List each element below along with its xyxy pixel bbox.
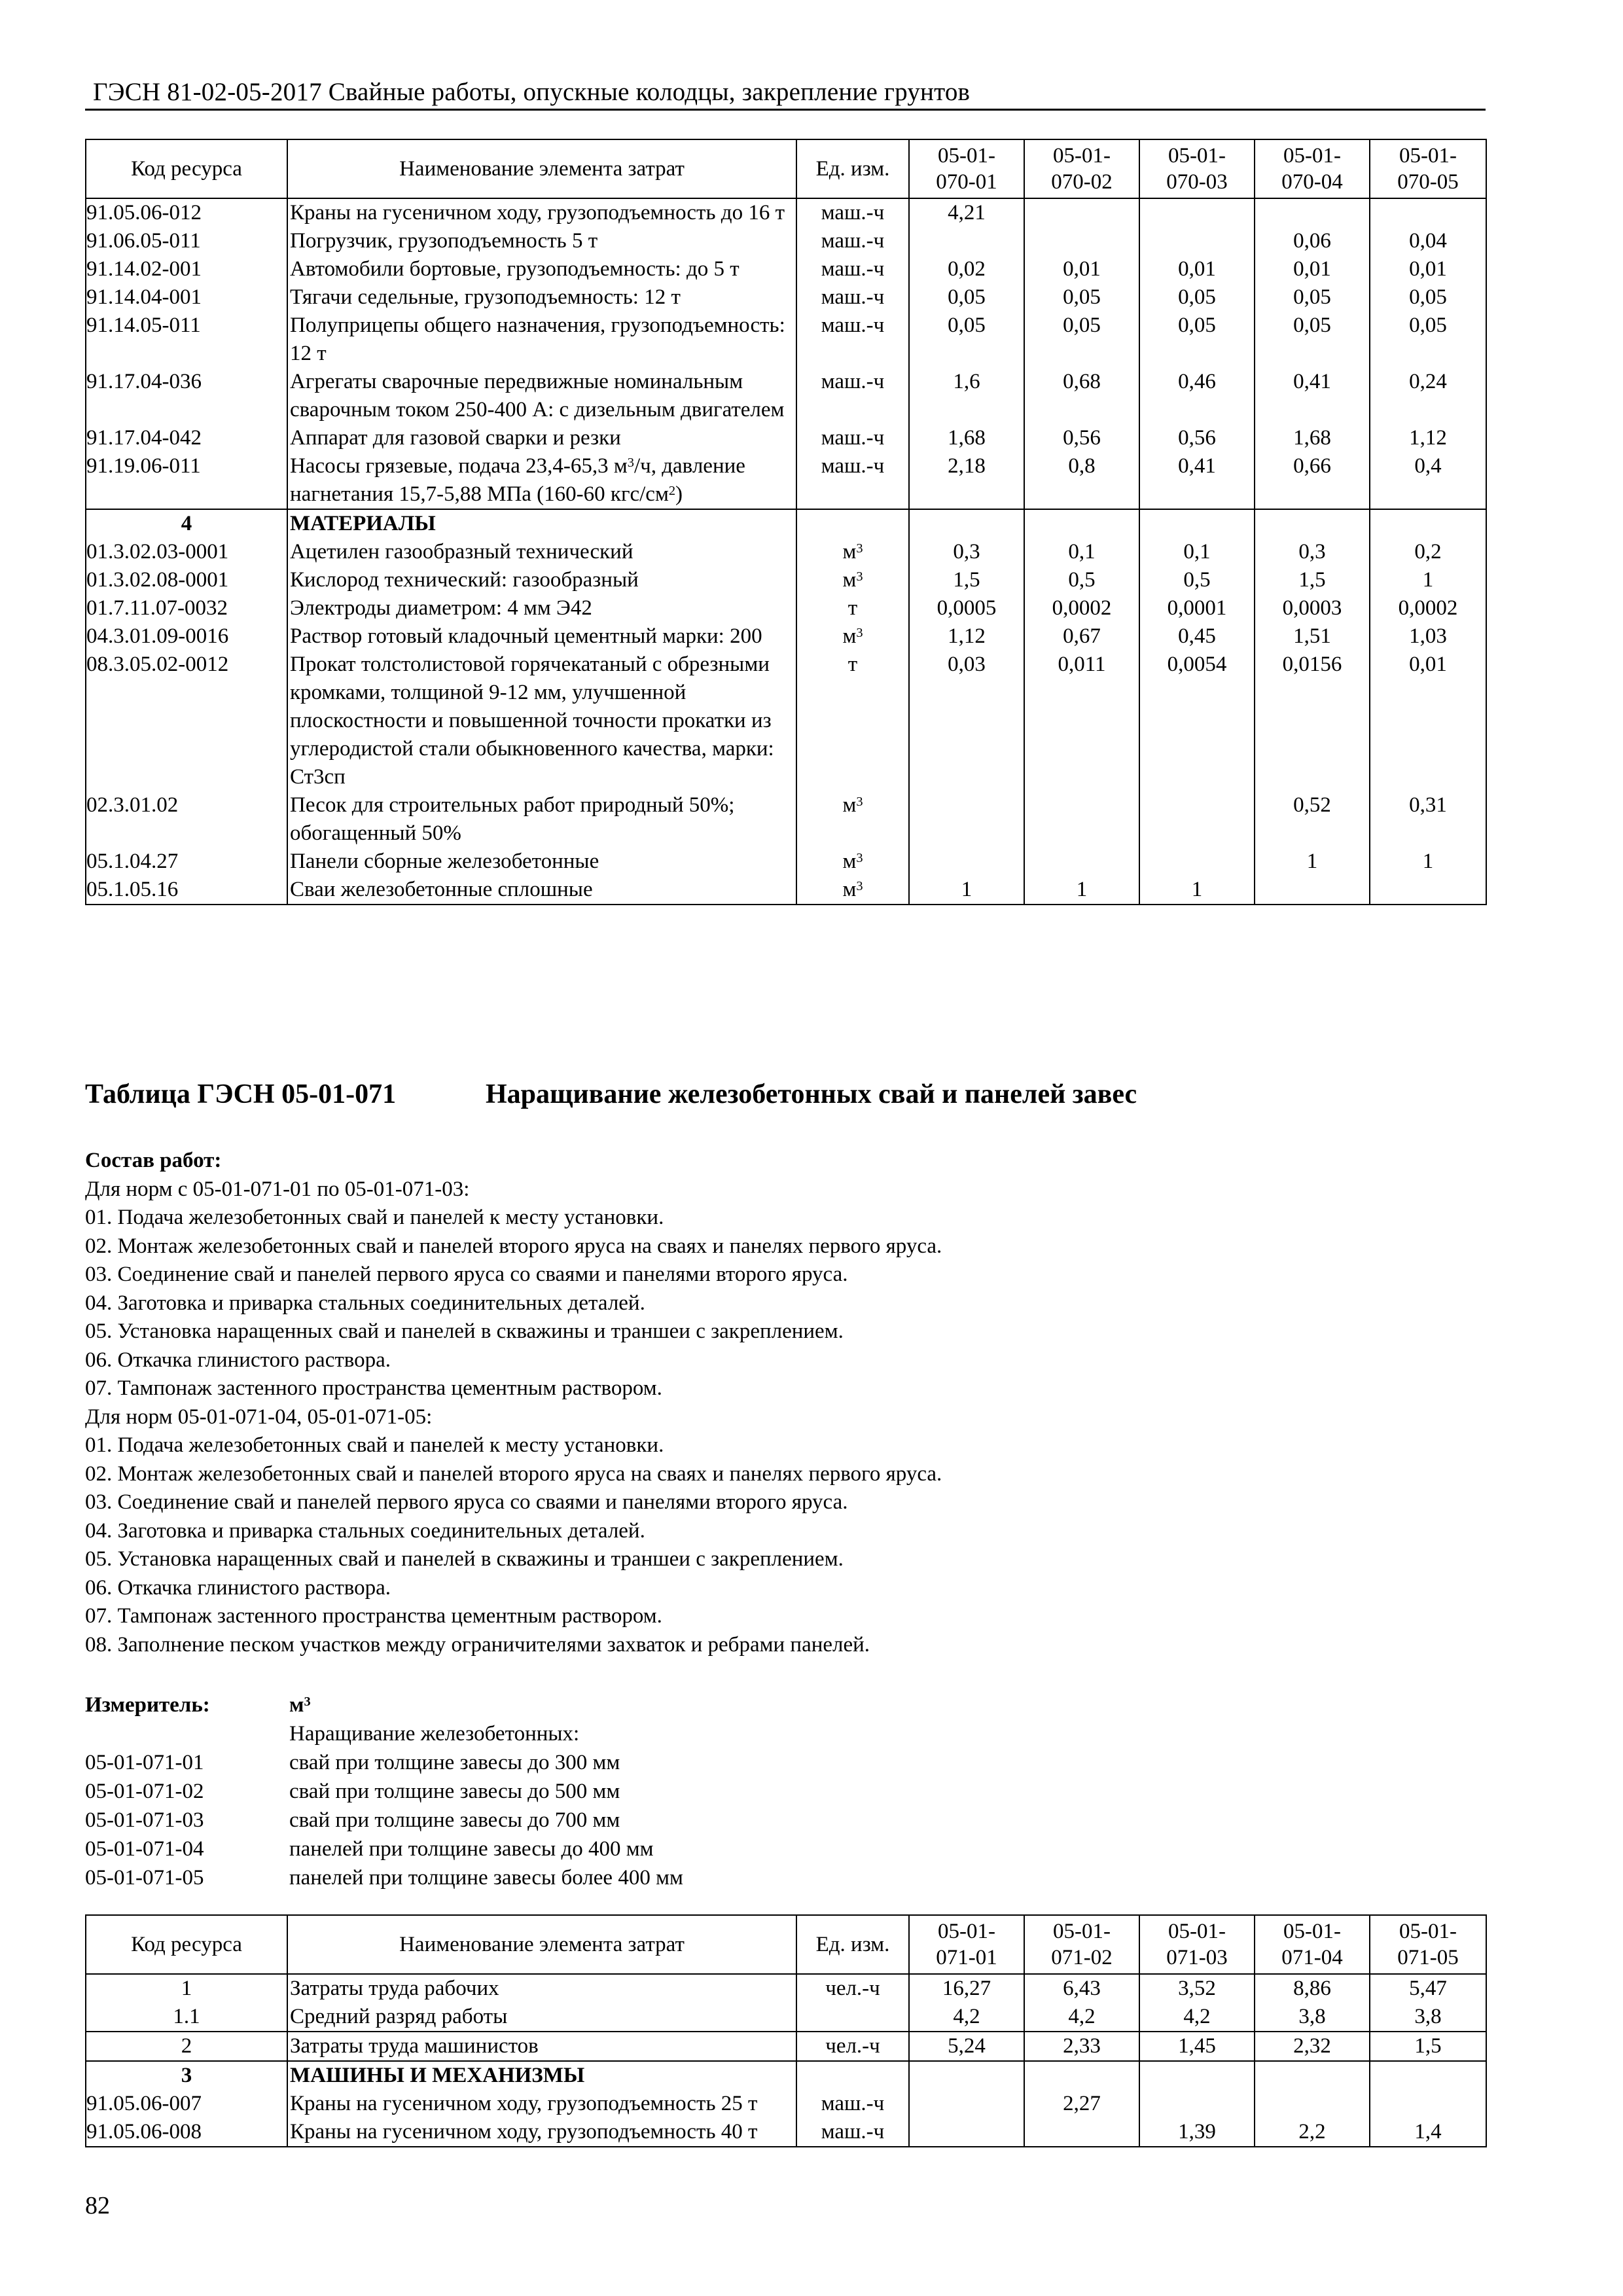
unit-cell: маш.-ч	[796, 198, 909, 227]
unit-cell: $м^3$	[796, 791, 909, 848]
work-step: 01. Подача железобетонных свай и панелей к месту установки.	[85, 1433, 664, 1457]
resource-name: Ацетилен газообразный технический	[287, 538, 796, 566]
value-cell	[1255, 509, 1370, 538]
work-step: 05. Установка наращенных свай и панелей в скважины и траншеи с закреплением.	[85, 1547, 844, 1571]
unit-cell: маш.-ч	[796, 255, 909, 283]
value-cell: 0,45	[1139, 622, 1255, 651]
column-header: 05-01- 070-01	[909, 139, 1024, 198]
value-cell: 0,66	[1255, 452, 1370, 509]
value-cell: 3,8	[1370, 2003, 1486, 2032]
value-cell: 1,45	[1139, 2032, 1255, 2061]
work-step: 04. Заготовка и приварка стальных соединительных деталей.	[85, 1291, 645, 1315]
value-cell: 2,18	[909, 452, 1024, 509]
value-cell: 0,011	[1024, 651, 1139, 791]
value-cell	[909, 2061, 1024, 2090]
resource-name: Раствор готовый кладочный цементный марки: 200	[287, 622, 796, 651]
value-cell	[1255, 198, 1370, 227]
value-cell: 0,05	[1024, 312, 1139, 368]
resource-code: 2	[86, 2032, 287, 2061]
work-group-2	[85, 1431, 942, 1659]
unit-cell: маш.-ч	[796, 312, 909, 368]
value-cell	[1370, 509, 1486, 538]
table-row	[86, 651, 1486, 791]
unit-cell: $м^3$	[796, 538, 909, 566]
value-cell: 0,3	[909, 538, 1024, 566]
resource-name: Средний разряд работы	[287, 2003, 796, 2032]
value-cell: 1	[909, 876, 1024, 905]
resource-code: 91.05.06-008	[86, 2118, 287, 2147]
value-cell: 4,2	[1139, 2003, 1255, 2032]
work-step: 04. Заготовка и приварка стальных соединительных деталей.	[85, 1518, 645, 1543]
table-row	[86, 791, 1486, 848]
value-cell: 2,32	[1255, 2032, 1370, 2061]
column-header: Ед. изм.	[796, 1915, 909, 1974]
column-header: Код ресурса	[86, 139, 287, 198]
table-row	[86, 622, 1486, 651]
value-cell: 0,05	[909, 283, 1024, 312]
work-step: 07. Тампонаж застенного пространства цементным раствором.	[85, 1376, 662, 1400]
value-cell	[909, 509, 1024, 538]
value-cell	[1370, 2090, 1486, 2118]
measure-block	[85, 1691, 683, 1892]
work-step: 07. Тампонаж застенного пространства цементным раствором.	[85, 1604, 662, 1628]
column-header: Код ресурса	[86, 1915, 287, 1974]
table-row	[86, 1974, 1486, 2003]
value-cell: 0,0002	[1370, 594, 1486, 622]
value-cell: 4,21	[909, 198, 1024, 227]
column-header: Наименование элемента затрат	[287, 139, 796, 198]
value-cell: 0,24	[1370, 368, 1486, 424]
norm-description: панелей при толщине завесы до 400 мм	[289, 1837, 654, 1861]
table-row	[86, 424, 1486, 452]
value-cell: 5,24	[909, 2032, 1024, 2061]
unit-cell: маш.-ч	[796, 424, 909, 452]
resource-code: 91.05.06-012	[86, 198, 287, 227]
value-cell: 6,43	[1024, 1974, 1139, 2003]
norm-description: свай при толщине завесы до 500 мм	[289, 1780, 620, 1803]
value-cell: 1,68	[1255, 424, 1370, 452]
resource-code: 01.3.02.08-0001	[86, 566, 287, 594]
work-step: 02. Монтаж железобетонных свай и панелей второго яруса на сваях и панелях первого яруса.	[85, 1234, 942, 1258]
running-header: ГЭСН 81-02-05-2017 Свайные работы, опускные колодцы, закрепление грунтов	[93, 78, 971, 106]
measure-items	[85, 1748, 683, 1892]
value-cell	[1370, 198, 1486, 227]
table-row	[86, 227, 1486, 255]
value-cell: 0,5	[1139, 566, 1255, 594]
header-rule	[85, 109, 1486, 111]
value-cell: 0,0156	[1255, 651, 1370, 791]
value-cell	[1024, 2118, 1139, 2147]
unit-cell	[796, 2061, 909, 2090]
value-cell	[1024, 509, 1139, 538]
value-cell: 1,68	[909, 424, 1024, 452]
measure-intro: Наращивание железобетонных:	[289, 1722, 580, 1746]
value-cell: 0,04	[1370, 227, 1486, 255]
column-header: 05-01- 071-03	[1139, 1915, 1255, 1974]
column-header: 05-01- 071-01	[909, 1915, 1024, 1974]
value-cell: 2,27	[1024, 2090, 1139, 2118]
value-cell	[1024, 2061, 1139, 2090]
unit-cell: маш.-ч	[796, 283, 909, 312]
value-cell	[1139, 2061, 1255, 2090]
column-header: 05-01- 071-04	[1255, 1915, 1370, 1974]
unit-cell: маш.-ч	[796, 2118, 909, 2147]
resource-code: 02.3.01.02	[86, 791, 287, 848]
value-cell: 1,5	[909, 566, 1024, 594]
value-cell: 0,03	[909, 651, 1024, 791]
value-cell: 0,01	[1370, 255, 1486, 283]
unit-cell	[796, 509, 909, 538]
table-row	[86, 198, 1486, 227]
norm-code: 05-01-071-04	[85, 1837, 204, 1861]
value-cell: 0,56	[1024, 424, 1139, 452]
table-title-name: Наращивание железобетонных свай и панелей завес	[486, 1079, 1137, 1109]
value-cell: 0,0002	[1024, 594, 1139, 622]
value-cell: 0,05	[1139, 312, 1255, 368]
table-row	[86, 509, 1486, 538]
resource-code: 05.1.04.27	[86, 848, 287, 876]
unit-cell: $м^3$	[796, 566, 909, 594]
norm-code: 05-01-071-05	[85, 1866, 204, 1890]
unit-cell	[796, 2003, 909, 2032]
resource-name: МАШИНЫ И МЕХАНИЗМЫ	[287, 2061, 796, 2090]
unit-cell: маш.-ч	[796, 452, 909, 509]
unit-cell: маш.-ч	[796, 368, 909, 424]
value-cell: 0,0003	[1255, 594, 1370, 622]
value-cell	[1255, 2090, 1370, 2118]
resource-name: Автомобили бортовые, грузоподъемность: до 5 т	[287, 255, 796, 283]
work-step: 08. Заполнение песком участков между ограничителями захваток и ребрами панелей.	[85, 1632, 870, 1657]
resource-code: 91.05.06-007	[86, 2090, 287, 2118]
value-cell: 0,0054	[1139, 651, 1255, 791]
value-cell: 5,47	[1370, 1974, 1486, 2003]
unit-cell: $м^3$	[796, 876, 909, 905]
resource-code: 1.1	[86, 2003, 287, 2032]
value-cell: 0,01	[1139, 255, 1255, 283]
value-cell: 1	[1024, 876, 1139, 905]
resource-name: Тягачи седельные, грузоподъемность: 12 т	[287, 283, 796, 312]
work-step: 05. Установка наращенных свай и панелей в скважины и траншеи с закреплением.	[85, 1319, 844, 1343]
unit-cell: $м^3$	[796, 848, 909, 876]
resource-table-071	[85, 1914, 1487, 2147]
value-cell: 0,31	[1370, 791, 1486, 848]
unit-cell: маш.-ч	[796, 227, 909, 255]
resource-code: 08.3.05.02-0012	[86, 651, 287, 791]
norm-code: 05-01-071-01	[85, 1751, 204, 1774]
value-cell: 4,2	[909, 2003, 1024, 2032]
work-group-1	[85, 1204, 942, 1403]
work-step: 06. Откачка глинистого раствора.	[85, 1575, 391, 1600]
work-composition	[85, 1147, 942, 1659]
resource-code: 91.17.04-036	[86, 368, 287, 424]
value-cell: 1,12	[1370, 424, 1486, 452]
work-step: 02. Монтаж железобетонных свай и панелей второго яруса на сваях и панелях первого яруса.	[85, 1462, 942, 1486]
value-cell: 0,01	[1370, 651, 1486, 791]
value-cell: 0,05	[1255, 283, 1370, 312]
value-cell	[1139, 791, 1255, 848]
resource-code: 91.17.04-042	[86, 424, 287, 452]
value-cell: 2,2	[1255, 2118, 1370, 2147]
value-cell: 3,52	[1139, 1974, 1255, 2003]
value-cell: 4,2	[1024, 2003, 1139, 2032]
resource-name: Затраты труда рабочих	[287, 1974, 796, 2003]
resource-name: Сваи железобетонные сплошные	[287, 876, 796, 905]
work-composition-label: Состав работ:	[85, 1149, 222, 1172]
work-group-2-title: Для норм 05-01-071-04, 05-01-071-05:	[85, 1405, 433, 1429]
work-step: 03. Соединение свай и панелей первого яруса со сваями и панелями второго яруса.	[85, 1263, 848, 1286]
value-cell	[1139, 509, 1255, 538]
unit-cell: маш.-ч	[796, 2090, 909, 2118]
value-cell: 0,05	[1370, 312, 1486, 368]
table-row	[86, 2090, 1486, 2118]
value-cell: 0,5	[1024, 566, 1139, 594]
resource-name: МАТЕРИАЛЫ	[287, 509, 796, 538]
value-cell	[1139, 2090, 1255, 2118]
value-cell: 3,8	[1255, 2003, 1370, 2032]
value-cell: 1,4	[1370, 2118, 1486, 2147]
unit-cell: чел.-ч	[796, 2032, 909, 2061]
table-title	[85, 1079, 1137, 1110]
resource-name: Краны на гусеничном ходу, грузоподъемность до 16 т	[287, 198, 796, 227]
measure-label: Измеритель:	[85, 1693, 210, 1717]
measure-item	[85, 1748, 683, 1777]
value-cell	[1370, 876, 1486, 905]
work-step: 06. Откачка глинистого раствора.	[85, 1348, 391, 1372]
value-cell: 1,6	[909, 368, 1024, 424]
table-row	[86, 594, 1486, 622]
column-header: 05-01- 071-05	[1370, 1915, 1486, 1974]
table-row	[86, 2003, 1486, 2032]
resource-name: Прокат толстолистовой горячекатаный с обрезными кромками, толщиной 9-12 мм, улучшенной плоскостности и повышенной точности прокатки из углеродистой стали обыкновенного качества, марки: Ст3сп	[287, 651, 796, 791]
table-row	[86, 848, 1486, 876]
resource-code: 01.7.11.07-0032	[86, 594, 287, 622]
measure-item	[85, 1777, 683, 1806]
resource-code: 1	[86, 1974, 287, 2003]
value-cell	[909, 848, 1024, 876]
table-row	[86, 283, 1486, 312]
value-cell	[909, 2090, 1024, 2118]
norm-description: свай при толщине завесы до 700 мм	[289, 1808, 620, 1832]
column-header: 05-01- 070-02	[1024, 139, 1139, 198]
value-cell: 1	[1370, 566, 1486, 594]
table-row	[86, 2118, 1486, 2147]
resource-name: Агрегаты сварочные передвижные номинальным сварочным током 250-400 А: с дизельным двигателем	[287, 368, 796, 424]
value-cell: 0,0005	[909, 594, 1024, 622]
resource-name: Полуприцепы общего назначения, грузоподъемность: 12 т	[287, 312, 796, 368]
value-cell: 1,5	[1255, 566, 1370, 594]
page-number: 82	[85, 2192, 110, 2219]
value-cell: 0,05	[1370, 283, 1486, 312]
unit-cell: чел.-ч	[796, 1974, 909, 2003]
value-cell: 0,1	[1139, 538, 1255, 566]
table-row	[86, 538, 1486, 566]
value-cell	[909, 227, 1024, 255]
value-cell: 0,01	[1255, 255, 1370, 283]
table-row	[86, 368, 1486, 424]
value-cell: 0,0001	[1139, 594, 1255, 622]
value-cell: 0,8	[1024, 452, 1139, 509]
value-cell: 1,5	[1370, 2032, 1486, 2061]
resource-name: Затраты труда машинистов	[287, 2032, 796, 2061]
resource-code: 3	[86, 2061, 287, 2090]
value-cell	[1370, 2061, 1486, 2090]
norm-code: 05-01-071-02	[85, 1780, 204, 1803]
value-cell	[1255, 2061, 1370, 2090]
resource-code: 91.06.05-011	[86, 227, 287, 255]
resource-code: 01.3.02.03-0001	[86, 538, 287, 566]
column-header: 05-01- 070-04	[1255, 139, 1370, 198]
table-row	[86, 452, 1486, 509]
table-row	[86, 2061, 1486, 2090]
value-cell: 8,86	[1255, 1974, 1370, 2003]
value-cell: 2,33	[1024, 2032, 1139, 2061]
value-cell: 0,67	[1024, 622, 1139, 651]
table-row	[86, 876, 1486, 905]
unit-cell: $м^3$	[796, 622, 909, 651]
value-cell: 0,56	[1139, 424, 1255, 452]
resource-code: 91.19.06-011	[86, 452, 287, 509]
value-cell: 0,01	[1024, 255, 1139, 283]
value-cell	[1024, 227, 1139, 255]
value-cell	[909, 791, 1024, 848]
resource-code: 4	[86, 509, 287, 538]
resource-code: 91.14.02-001	[86, 255, 287, 283]
value-cell	[909, 2118, 1024, 2147]
value-cell	[1255, 876, 1370, 905]
column-header: 05-01- 071-02	[1024, 1915, 1139, 1974]
resource-name: Насосы грязевые, подача 23,4-65,3 $м^3/ч$, давление нагнетания 15,7-5,88 МПа (160-60 кгс/$см^2$)	[287, 452, 796, 509]
norm-description: свай при толщине завесы до 300 мм	[289, 1751, 620, 1774]
table-row	[86, 566, 1486, 594]
value-cell: 0,41	[1255, 368, 1370, 424]
value-cell: 0,02	[909, 255, 1024, 283]
resource-name: Кислород технический: газообразный	[287, 566, 796, 594]
measure-item	[85, 1863, 683, 1892]
column-header: 05-01- 070-05	[1370, 139, 1486, 198]
column-header: Ед. изм.	[796, 139, 909, 198]
value-cell	[1139, 227, 1255, 255]
resource-name: Погрузчик, грузоподъемность 5 т	[287, 227, 796, 255]
column-header: 05-01- 070-03	[1139, 139, 1255, 198]
value-cell: 1	[1255, 848, 1370, 876]
value-cell: 1	[1139, 876, 1255, 905]
value-cell	[1024, 198, 1139, 227]
value-cell: 0,05	[1255, 312, 1370, 368]
value-cell: 0,68	[1024, 368, 1139, 424]
value-cell: 0,46	[1139, 368, 1255, 424]
resource-name: Краны на гусеничном ходу, грузоподъемность 40 т	[287, 2118, 796, 2147]
value-cell: 0,3	[1255, 538, 1370, 566]
table-row	[86, 2032, 1486, 2061]
measure-unit: $м^3$	[289, 1693, 311, 1717]
norm-code: 05-01-071-03	[85, 1808, 204, 1832]
value-cell: 1,51	[1255, 622, 1370, 651]
work-step: 01. Подача железобетонных свай и панелей к месту установки.	[85, 1206, 664, 1229]
measure-item	[85, 1806, 683, 1835]
work-group-1-title: Для норм с 05-01-071-01 по 05-01-071-03:	[85, 1177, 470, 1201]
value-cell: 0,1	[1024, 538, 1139, 566]
value-cell: 1,39	[1139, 2118, 1255, 2147]
resource-table-070	[85, 139, 1487, 905]
unit-cell: т	[796, 651, 909, 791]
measure-item	[85, 1835, 683, 1863]
table-title-code: Таблица ГЭСН 05-01-071	[85, 1079, 397, 1109]
value-cell	[1024, 791, 1139, 848]
value-cell: 0,05	[1139, 283, 1255, 312]
value-cell: 0,06	[1255, 227, 1370, 255]
column-header: Наименование элемента затрат	[287, 1915, 796, 1974]
value-cell: 1	[1370, 848, 1486, 876]
resource-code: 04.3.01.09-0016	[86, 622, 287, 651]
unit-cell: т	[796, 594, 909, 622]
value-cell: 0,2	[1370, 538, 1486, 566]
resource-name: Электроды диаметром: 4 мм Э42	[287, 594, 796, 622]
value-cell: 0,52	[1255, 791, 1370, 848]
value-cell	[1139, 198, 1255, 227]
work-step: 03. Соединение свай и панелей первого яруса со сваями и панелями второго яруса.	[85, 1490, 848, 1514]
norm-description: панелей при толщине завесы более 400 мм	[289, 1866, 683, 1890]
table-row	[86, 312, 1486, 368]
resource-code: 05.1.05.16	[86, 876, 287, 905]
resource-code: 91.14.04-001	[86, 283, 287, 312]
resource-name: Аппарат для газовой сварки и резки	[287, 424, 796, 452]
resource-name: Краны на гусеничном ходу, грузоподъемность 25 т	[287, 2090, 796, 2118]
value-cell: 0,05	[909, 312, 1024, 368]
value-cell: 16,27	[909, 1974, 1024, 2003]
value-cell: 1,03	[1370, 622, 1486, 651]
resource-name: Панели сборные железобетонные	[287, 848, 796, 876]
value-cell: 0,4	[1370, 452, 1486, 509]
table-row	[86, 255, 1486, 283]
value-cell	[1024, 848, 1139, 876]
resource-name: Песок для строительных работ природный 50%; обогащенный 50%	[287, 791, 796, 848]
value-cell	[1139, 848, 1255, 876]
resource-code: 91.14.05-011	[86, 312, 287, 368]
value-cell: 0,05	[1024, 283, 1139, 312]
value-cell: 0,41	[1139, 452, 1255, 509]
value-cell: 1,12	[909, 622, 1024, 651]
